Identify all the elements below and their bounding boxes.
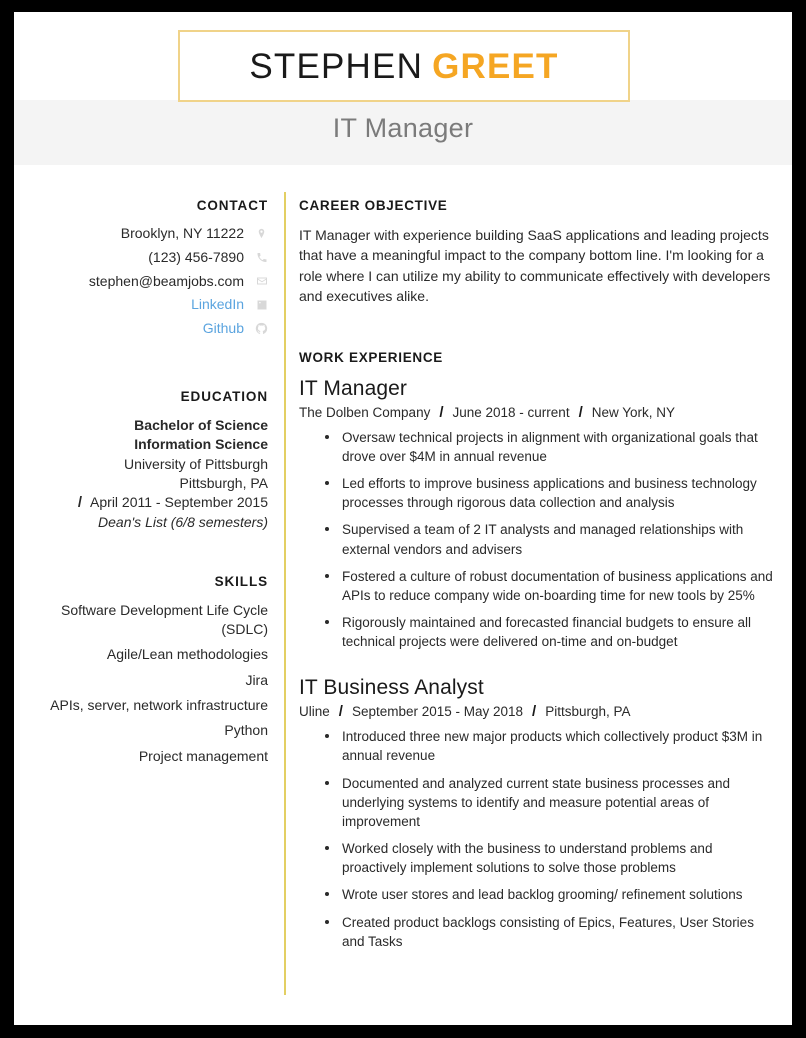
full-name [249, 46, 559, 86]
job-bullet: Created product backlogs consisting of Epics, Features, User Stories and Tasks [325, 913, 780, 951]
contact-item-github[interactable] [28, 320, 268, 337]
skill-item: Python [224, 722, 268, 739]
education-degree: Bachelor of Science [134, 416, 268, 433]
job-bullet: Rigorously maintained and forecasted financial budgets to ensure all technical projects were delivered on-time and on-budget [325, 613, 780, 651]
education-date-row [28, 493, 268, 512]
job-company: The Dolben Company [299, 404, 431, 420]
job-title: IT Business Analyst [299, 676, 484, 700]
spacer-objective-experience [299, 307, 780, 350]
job-meta [299, 404, 780, 421]
contact-phone-text: (123) 456-7890 [148, 248, 244, 265]
sidebar-column [14, 165, 268, 772]
header-job-title: IT Manager [332, 113, 474, 143]
job-bullet: Wrote user stores and lead backlog grooming/ refinement solutions [325, 885, 780, 904]
education-major: Information Science [134, 436, 268, 453]
education-dates: April 2011 - September 2015 [90, 494, 268, 511]
contact-item-phone [28, 249, 268, 266]
job-meta-separator: / [532, 703, 537, 721]
last-name: GREET [432, 46, 559, 86]
name-box [178, 30, 630, 102]
job-meta [299, 703, 780, 720]
contact-heading: CONTACT [196, 198, 268, 213]
job-bullet: Fostered a culture of robust documentation of business applications and APIs to reduce company wide on-boarding time for new tools by 25% [325, 567, 780, 605]
education-location: Pittsburgh, PA [179, 474, 268, 491]
education-separator: / [77, 494, 83, 512]
education-school: University of Pittsburgh [124, 455, 268, 472]
main-column [268, 165, 792, 959]
career-objective-section [299, 198, 780, 307]
skill-item: Software Development Life Cycle (SDLC) [61, 601, 268, 638]
contact-list [28, 225, 268, 337]
contact-section [28, 198, 268, 337]
job-bullet-list [299, 428, 780, 652]
job-entry [299, 676, 780, 951]
resume-header [14, 12, 792, 165]
skill-item: Jira [245, 671, 268, 688]
job-bullet: Led efforts to improve business applications and business technology processes through rigorous data collection and analysis [325, 474, 780, 512]
spacer-contact-education [28, 344, 268, 389]
envelope-icon [255, 274, 268, 288]
phone-icon [255, 250, 268, 264]
job-entry [299, 377, 780, 652]
contact-item-linkedin[interactable] [28, 296, 268, 313]
github-icon[interactable] [255, 322, 268, 336]
contact-linkedin-text[interactable]: LinkedIn [191, 296, 244, 313]
career-objective-text: IT Manager with experience building SaaS applications and leading projects that have a meaningful impact to the company bottom line. I'm looking for a role where I can utilize my ability to communicate effectively with developers and executives alike. [299, 227, 771, 305]
education-section [28, 389, 268, 532]
education-heading: EDUCATION [180, 388, 268, 404]
skills-heading: SKILLS [214, 573, 268, 589]
location-pin-icon [255, 226, 268, 240]
job-meta-separator: / [578, 403, 583, 421]
work-experience-section [299, 350, 780, 951]
resume-page [14, 12, 792, 1025]
resume-body [14, 165, 792, 959]
first-name: STEPHEN [249, 46, 424, 86]
skill-item: Project management [138, 747, 268, 764]
spacer-education-skills [28, 532, 268, 574]
job-bullet: Oversaw technical projects in alignment with organizational goals that drove over $4M in annual revenue [325, 428, 780, 466]
job-bullet: Supervised a team of 2 IT analysts and managed relationships with external vendors and advisers [325, 520, 780, 558]
job-bullet-list [299, 727, 780, 951]
spacer-between-jobs [299, 659, 780, 676]
column-divider [284, 192, 286, 995]
job-meta-separator: / [439, 403, 444, 421]
career-objective-heading: CAREER OBJECTIVE [299, 198, 448, 213]
contact-item-email [28, 273, 268, 290]
skill-item: Agile/Lean methodologies [106, 646, 268, 663]
job-dates: June 2018 - current [452, 404, 570, 420]
education-honors: Dean's List (6/8 semesters) [98, 513, 268, 530]
skills-section [28, 574, 268, 766]
skill-item: APIs, server, network infrastructure [50, 697, 268, 714]
work-experience-heading: WORK EXPERIENCE [299, 349, 444, 365]
job-location: New York, NY [591, 404, 676, 420]
job-bullet: Documented and analyzed current state business processes and underlying systems to identify and measure potential areas of improvement [325, 774, 780, 831]
contact-github-text[interactable]: Github [202, 320, 244, 337]
job-bullet: Introduced three new major products which collectively product $3M in annual revenue [325, 727, 780, 765]
job-meta-separator: / [338, 703, 343, 721]
job-title: IT Manager [299, 376, 407, 400]
linkedin-icon[interactable] [255, 298, 268, 312]
job-bullet: Worked closely with the business to understand problems and proactively implement solutions to solve those problems [325, 839, 780, 877]
contact-item-address [28, 225, 268, 242]
job-dates: September 2015 - May 2018 [351, 704, 524, 720]
job-company: Uline [299, 704, 330, 720]
job-location: Pittsburgh, PA [545, 704, 631, 720]
contact-address-text: Brooklyn, NY 11222 [120, 225, 244, 241]
contact-email-text: stephen@beamjobs.com [88, 272, 244, 289]
